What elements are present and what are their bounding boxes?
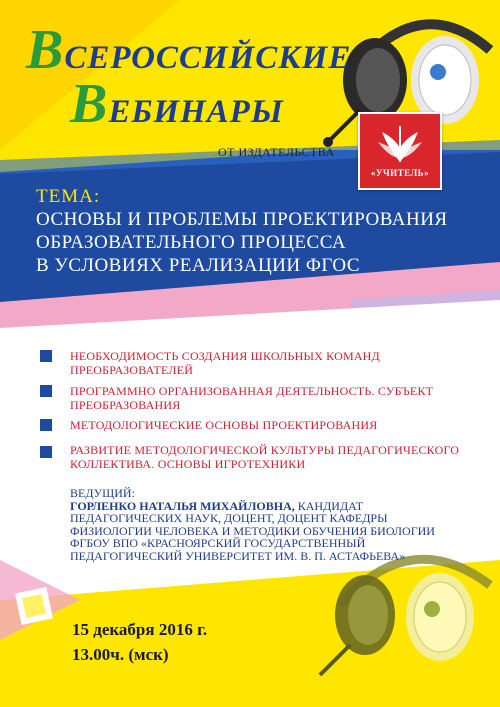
theme-title-line: В УСЛОВИЯХ РЕАЛИЗАЦИИ ФГОС (36, 255, 361, 276)
title-rest: СЕРОССИЙСКИЕ (64, 40, 352, 76)
topic-line: РАЗВИТИЕ МЕТОДОЛОГИЧЕСКОЙ КУЛЬТУРЫ ПЕДАГОГИЧЕСКОГО (70, 443, 460, 457)
speaker-label: ВЕДУЩИЙ: (70, 486, 135, 500)
square-bullet-icon (40, 419, 52, 431)
title-initial: В (26, 19, 65, 81)
square-bullet-icon (40, 385, 52, 397)
event-date: 15 декабря 2016 г. (72, 620, 208, 639)
speaker-name: ГОРЛЕНКО НАТАЛЬЯ МИХАЙЛОВНА, (70, 498, 295, 513)
topic-line: НЕОБХОДИМОСТЬ СОЗДАНИЯ ШКОЛЬНЫХ КОМАНД (70, 349, 380, 363)
title-line-1 (26, 19, 352, 81)
book-logo-icon (360, 118, 440, 172)
title-line-2 (70, 73, 284, 135)
publisher-logo (358, 112, 442, 190)
title-rest: ЕБИНАРЫ (108, 94, 284, 130)
speaker-title: КАНДИДАТ (294, 498, 364, 513)
theme-title-line: ОСНОВЫ И ПРОБЛЕМЫ ПРОЕКТИРОВАНИЯ (36, 209, 448, 230)
square-bullet-icon (40, 350, 52, 362)
topic-item (70, 384, 433, 412)
topic-item (70, 418, 377, 432)
topic-line: ПРЕОБРАЗОВАТЕЛЕЙ (70, 363, 194, 377)
topic-line: КОЛЛЕКТИВА. ОСНОВЫ ИГРОТЕХНИКИ (70, 457, 306, 471)
theme-label: ТЕМА: (36, 186, 101, 207)
event-time: 13.00ч. (мск) (72, 645, 169, 664)
topic-line: ПРОГРАММНО ОРГАНИЗОВАННАЯ ДЕЯТЕЛЬНОСТЬ. СУБЪЕКТ (70, 384, 434, 398)
speaker-line: ФИЗИОЛОГИИ ЧЕЛОВЕКА И МЕТОДИКИ ОБУЧЕНИЯ БИОЛОГИИ (70, 523, 435, 538)
topic-item (70, 443, 459, 471)
speaker-line: ПЕДАГОГИЧЕСКИЙ УНИВЕРСИТЕТ ИМ. В. П. АСТАФЬЕВА» (70, 548, 406, 563)
logo-caption: «УЧИТЕЛЬ» (370, 168, 430, 178)
topic-line: МЕТОДОЛОГИЧЕСКИЕ ОСНОВЫ ПРОЕКТИРОВАНИЯ (70, 418, 378, 432)
square-bullet-icon (40, 446, 52, 458)
speaker-line: ПЕДАГОГИЧЕСКИХ НАУК, ДОЦЕНТ, ДОЦЕНТ КАФЕДРЫ (70, 511, 388, 525)
theme-title-line: ОБРАЗОВАТЕЛЬНОГО ПРОЦЕССА (36, 232, 347, 253)
title-initial: В (70, 73, 109, 135)
speaker-line: ФГБОУ ВПО «КРАСНОЯРСКИЙ ГОСУДАРСТВЕННЫЙ (70, 536, 366, 550)
publisher-label: ОТ ИЗДАТЕЛЬСТВА (218, 145, 335, 159)
speaker-info (70, 487, 435, 562)
topic-item (70, 349, 380, 377)
topic-line: ПРЕОБРАЗОВАНИЯ (70, 398, 181, 412)
